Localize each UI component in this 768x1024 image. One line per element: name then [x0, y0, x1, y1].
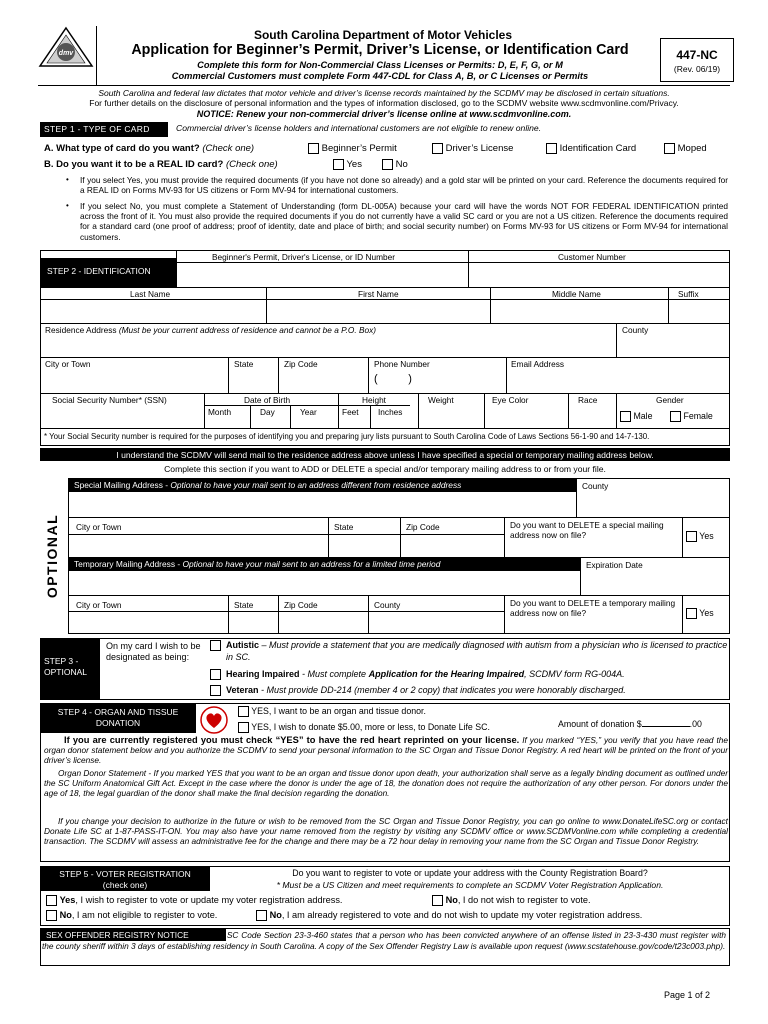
bullet-dot-2: • — [66, 201, 69, 210]
special-mailing-label: Special Mailing Address - Optional to have your mail sent to an address different from residence address — [74, 480, 462, 490]
donor-registered-info: If you are currently registered you must check “YES” to have the red heart reprinted on your license. If you marked “YES,” you verify that you have read the organ donor statement below and you authorize the SCDMV to send your personal information to the SC Organ and Tissue Donor Registry. A red heart will be printed on the front of your driver’s license. — [44, 735, 728, 766]
special-state-label: State — [334, 522, 354, 532]
mailing-instruction: Complete this section if you want to ADD or DELETE a special and/or temporary mailing address to or from your file. — [164, 464, 606, 474]
suffix-label: Suffix — [678, 289, 699, 299]
expiration-label: Expiration Date — [586, 560, 643, 570]
temp-zip-label: Zip Code — [284, 600, 318, 610]
step1-question-a: A. What type of card do you want? (Check one) — [44, 143, 255, 154]
temp-zip-field[interactable] — [280, 613, 366, 633]
donor-change-info: If you change your decision to authorize in the future or wish to be removed from the SC Organ and Tissue Donor Registry, you can go online to www.DonateLifeSC.org or contact Donate Life SC at 1-87-PASS-IT-ON. You may also have your name removed from the registry by visiting any SCDMV office or www.SCDMVonline.com while completing a credential transaction. The SCDMV will assess an administrative fee for the change and there may be a 72 hour delay in removing your name from the SC Organ and Tissue Donor Registry. — [44, 816, 728, 847]
temp-state-field[interactable] — [230, 613, 276, 633]
gender-male[interactable]: Male — [620, 411, 653, 422]
phone-field[interactable] — [370, 372, 504, 392]
suffix-field[interactable] — [670, 301, 728, 322]
scdmv-logo — [38, 26, 94, 72]
form-subtitle-1: Complete this form for Non-Commercial Class Licenses or Permits: D, E, F, G, or M — [197, 60, 563, 70]
special-zip-field[interactable] — [402, 536, 502, 556]
temp-city-field[interactable] — [70, 613, 226, 633]
hearing-checkbox[interactable] — [210, 669, 221, 680]
voter-note: * Must be a US Citizen and meet requirements to complete an SCDMV Voter Registration Application. — [276, 880, 664, 890]
delete-temp-question: Do you want to DELETE a temporary mailing address now on file? — [510, 598, 676, 619]
temp-county-label: County — [374, 600, 401, 610]
expiration-field[interactable] — [582, 572, 728, 594]
ssn-label: Social Security Number* (SSN) — [52, 395, 167, 405]
race-label: Race — [578, 395, 598, 405]
first-name-label: First Name — [358, 289, 399, 299]
middle-name-field[interactable] — [492, 301, 666, 322]
commercial-note: Commercial driver’s license holders and international customers are not eligible to renew online. — [176, 123, 542, 133]
residence-address-field[interactable] — [42, 336, 614, 356]
zip-label: Zip Code — [284, 359, 318, 369]
voter-yes[interactable]: Yes, I wish to register to vote or update my voter registration address. — [46, 895, 342, 906]
special-county-label: County — [582, 481, 609, 491]
weight-field[interactable] — [420, 406, 482, 427]
customer-number-field[interactable] — [470, 264, 728, 286]
last-name-label: Last Name — [130, 289, 171, 299]
ssn-field[interactable] — [42, 406, 202, 427]
svg-text:dmv: dmv — [58, 50, 74, 57]
donation-amount-label: Amount of donation $ .00 — [558, 719, 702, 729]
agency-name: South Carolina Department of Motor Vehicles — [253, 28, 513, 42]
organ-donor-yes[interactable]: YES, I want to be an organ and tissue donor. — [238, 706, 426, 717]
step4-tag: STEP 4 - ORGAN AND TISSUE DONATION — [57, 707, 179, 728]
email-label: Email Address — [511, 359, 565, 369]
height-label: Height — [362, 395, 386, 405]
form-subtitle-2: Commercial Customers must complete Form 447-CDL for Class A, B, or C Licenses or Permits — [171, 71, 589, 81]
delete-special-question: Do you want to DELETE a special mailing address now on file? — [510, 520, 664, 541]
temp-county-field[interactable] — [370, 613, 502, 633]
special-county-field[interactable] — [578, 494, 728, 516]
opt-identification-card[interactable]: Identification Card — [546, 143, 636, 154]
opt-moped[interactable]: Moped — [664, 143, 707, 154]
special-city-field[interactable] — [70, 536, 326, 556]
ssn-footnote: * Your Social Security number is required for the purposes of identifying you and preparing jury lists pursuant to South Carolina Code of Laws Sections 56-1-90 and 14-7-130. — [44, 432, 650, 441]
residence-label: Residence Address (Must be your current address of residence and cannot be a P.O. Box) — [45, 325, 377, 335]
state-field[interactable] — [230, 371, 276, 392]
special-state-field[interactable] — [330, 536, 398, 556]
special-city-label: City or Town — [76, 522, 122, 532]
registry-notice: SEX OFFENDER REGISTRY NOTICE SC Code Section 23-3-460 states that a person who has been convicted anywhere of an offense listed in 23-3-430 must register with the county sheriff within 3 days of establishing residency in South Carolina. A copy of the Sex Offender Registry Law is available upon request (www.scstatehouse.gov/code/t23c003.php). — [42, 930, 726, 951]
county-field[interactable] — [618, 336, 728, 356]
form-number: 447-NC — [676, 48, 718, 62]
temp-state-label: State — [234, 600, 254, 610]
form-title: Application for Beginner’s Permit, Driver’s License, or Identification Card — [131, 42, 629, 58]
city-label: City or Town — [45, 359, 91, 369]
autistic-checkbox[interactable] — [210, 640, 221, 651]
voter-no-do-not-wish[interactable]: No, I do not wish to register to vote. — [432, 895, 591, 906]
donation-amount-field[interactable] — [642, 718, 690, 727]
optional-vertical-label: OPTIONAL — [44, 513, 60, 599]
weight-label: Weight — [428, 395, 454, 405]
realid-yes-info: If you select Yes, you must provide the required documents (if you have not done so already) and a gold star will be printed on your card. Reference the documents required for a REAL ID on Forms MV-93 for US citizens or Form MV-94 for international customers. — [80, 175, 728, 196]
temporary-mailing-label: Temporary Mailing Address - Optional to have your mail sent to an address for a limited time period — [74, 559, 441, 569]
permit-number-field[interactable] — [178, 264, 466, 286]
realid-no-info: If you select No, you must complete a Statement of Understanding (form DL-005A) because your card will have the words NOT FOR FEDERAL IDENTIFICATION printed across the front of it. You must also provide the required documents if you do not currently have a valid SC card or you are not a US citizen. Reference the documents required for a standard card (one proof of address; proof of identity, date and place of birth; and social security number) on Forms MV-93 for US citizens or Form MV-94 for international customers. — [80, 201, 728, 242]
middle-name-label: Middle Name — [552, 289, 601, 299]
county-label: County — [622, 325, 649, 335]
day-label: Day — [260, 407, 275, 417]
autistic-text: Autistic – Must provide a statement that you are medically diagnosed with autism from a physician who is licensed to practice in SC. — [226, 640, 728, 662]
realid-no[interactable]: No — [382, 159, 408, 170]
state-label: State — [234, 359, 254, 369]
phone-area-code: ( ) — [374, 373, 412, 385]
mailing-bar-text: I understand the SCDMV will send mail to the residence address above unless I have specified a special or temporary mailing address below. — [116, 450, 654, 460]
temporary-address-field[interactable] — [70, 572, 578, 594]
permit-number-label: Beginner's Permit, Driver's License, or ID Number — [212, 252, 395, 262]
voter-question: Do you want to register to vote or update your address with the County Registration Board? — [292, 868, 648, 878]
heart-icon — [200, 706, 228, 736]
voter-no-not-eligible[interactable]: No, I am not eligible to register to vote. — [46, 910, 217, 921]
phone-label: Phone Number — [374, 359, 430, 369]
special-address-field[interactable] — [70, 494, 574, 516]
zip-field[interactable] — [280, 371, 366, 392]
renew-notice: NOTICE: Renew your non-commercial driver’s license online at www.scdmvonline.com. — [196, 109, 572, 119]
step1-tag: STEP 1 - TYPE OF CARD — [40, 122, 168, 137]
inches-label: Inches — [378, 407, 403, 417]
form-revision: (Rev. 06/19) — [673, 64, 721, 74]
delete-temp-yes[interactable]: Yes — [686, 608, 714, 619]
page-number: Page 1 of 2 — [664, 990, 711, 1000]
eye-color-label: Eye Color — [492, 395, 529, 405]
last-name-field[interactable] — [42, 301, 264, 322]
intro-line-2: For further details on the disclosure of personal information and the types of information disclosed, go to the SCDMV website www.scdmvonline.com/Privacy. — [89, 98, 679, 108]
delete-special-yes[interactable]: Yes — [686, 531, 714, 542]
year-label: Year — [300, 407, 317, 417]
gender-label: Gender — [656, 395, 684, 405]
feet-label: Feet — [342, 407, 359, 417]
gender-female[interactable]: Female — [670, 411, 713, 422]
step3-lead: On my card I wish to be designated as being: — [106, 641, 201, 662]
realid-yes[interactable]: Yes — [333, 159, 362, 170]
race-field[interactable] — [570, 406, 614, 427]
voter-no-already-registered[interactable]: No, I am already registered to vote and do not wish to update my voter registration address. — [256, 910, 642, 921]
special-zip-label: Zip Code — [406, 522, 440, 532]
email-field[interactable] — [508, 371, 728, 392]
veteran-checkbox[interactable] — [210, 685, 221, 696]
opt-beginners-permit[interactable]: Beginner’s Permit — [308, 143, 397, 154]
temp-city-label: City or Town — [76, 600, 122, 610]
veteran-text: Veteran - Must provide DD-214 (member 4 or 2 copy) that indicates you were honorably discharged. — [226, 685, 626, 695]
city-field[interactable] — [42, 371, 226, 392]
hearing-text: Hearing Impaired - Must complete Application for the Hearing Impaired, SCDMV form RG-004A. — [226, 669, 625, 679]
bullet-dot-1: • — [66, 175, 69, 184]
first-name-field[interactable] — [268, 301, 488, 322]
step2-tag: STEP 2 - IDENTIFICATION — [47, 266, 151, 276]
eye-color-field[interactable] — [486, 406, 566, 427]
step1-question-b: B. Do you want it to be a REAL ID card? (Check one) — [44, 159, 278, 170]
donate-five-yes[interactable]: YES, I wish to donate $5.00, more or less, to Donate Life SC. — [238, 722, 490, 733]
step3-tag: STEP 3 - OPTIONAL — [44, 656, 87, 677]
opt-drivers-license[interactable]: Driver’s License — [432, 143, 513, 154]
step5-tag: STEP 5 - VOTER REGISTRATION (check one) — [59, 869, 191, 890]
intro-line-1: South Carolina and federal law dictates that motor vehicle and driver’s license records maintained by the SCDMV may be disclosed in certain situations. — [98, 88, 670, 98]
dob-label: Date of Birth — [244, 395, 291, 405]
donor-statement: Organ Donor Statement - If you marked YES that you want to be an organ and tissue donor upon death, your authorization shall serve as a legally binding document as outlined under the SC Uniform Anatomical Gift Act. Except in the case where the donor is under the age of 18, the donation does not require the authorization of any other person. For donors under the age of 18, the legal guardian of the donor shall make the final decision regarding the donation. — [44, 768, 728, 799]
month-label: Month — [208, 407, 232, 417]
customer-number-label: Customer Number — [558, 252, 626, 262]
